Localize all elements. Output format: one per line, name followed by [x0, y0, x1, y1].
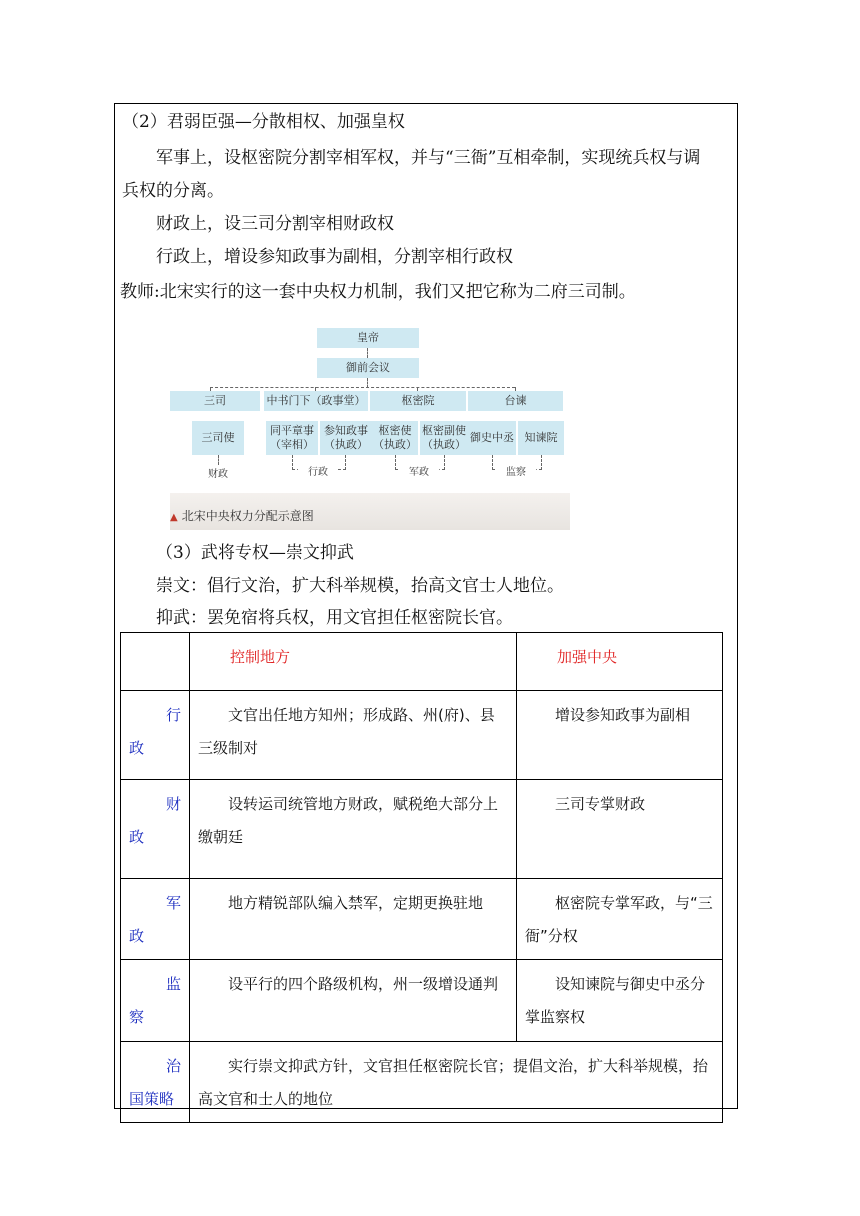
section2-heading: （2）君弱臣强—分散相权、加强皇权: [122, 112, 405, 132]
diagram-label-admin: 行政: [298, 463, 338, 478]
table-row: [121, 780, 723, 879]
section3-heading: （3）武将专权—崇文抑武: [156, 543, 354, 563]
diagram-label-finance: 财政: [208, 469, 228, 480]
table-row: [121, 960, 723, 1042]
row-label-finance: 财 政: [121, 780, 190, 879]
military-paragraph-line1: 军事上，设枢密院分割宰相军权，并与“三衙”互相牵制，实现统兵权与调: [156, 148, 701, 168]
diagram-emperor-box: 皇帝: [317, 328, 419, 348]
header-local-control: 控制地方: [190, 633, 517, 691]
row-local-cell: 设平行的四个路级机构，州一级增设通判: [190, 960, 517, 1042]
teacher-paragraph: 教师:北宋实行的这一套中央权力机制，我们又把它称为二府三司制。: [120, 282, 636, 302]
table-corner-cell: [121, 633, 190, 691]
row-label-supervision: 监 察: [121, 960, 190, 1042]
diagram-sub-vice-chancellor: 参知政事 （执政）: [320, 421, 372, 455]
row-label-admin: 行 政: [121, 691, 190, 780]
diagram-branch-shumi: 枢密院: [370, 391, 466, 411]
row-local-cell: 文官出任地方知州；形成路、州(府)、县三级制对: [190, 691, 517, 780]
chongwen-paragraph: 崇文：倡行文治，扩大科举规模，抬高文官士人地位。: [156, 576, 564, 596]
diagram-connector: [210, 387, 515, 388]
row-central-cell: 三司专掌财政: [517, 780, 723, 879]
diagram-label-military: 军政: [399, 463, 439, 478]
row-central-cell: 枢密院专掌军政，与“三衙”分权: [517, 879, 723, 960]
diagram-label-supervision: 监察: [496, 463, 536, 478]
triangle-icon: ▲: [170, 512, 178, 523]
row-local-cell: 地方精锐部队编入禁军，定期更换驻地: [190, 879, 517, 960]
table-header-row: [121, 633, 723, 691]
row-strategy-cell: 实行崇文抑武方针，文官担任枢密院长官；提倡文治，扩大科举规模，抬高文官和士人的地位: [190, 1042, 723, 1123]
header-central-strengthen: 加强中央: [517, 633, 723, 691]
diagram-branch-taijian: 台谏: [468, 391, 563, 411]
admin-paragraph: 行政上，增设参知政事为副相，分割宰相行政权: [156, 247, 513, 267]
table-row: [121, 879, 723, 960]
diagram-sub-yushi: 御史中丞: [468, 421, 516, 455]
row-central-cell: 设知谏院与御史中丞分掌监察权: [517, 960, 723, 1042]
row-central-cell: 增设参知政事为副相: [517, 691, 723, 780]
row-label-military: 军 政: [121, 879, 190, 960]
diagram-sub-chancellor: 同平章事 （宰相）: [266, 421, 318, 455]
table-row: [121, 1042, 723, 1123]
diagram-caption-text: 北宋中央权力分配示意图: [181, 509, 314, 523]
diagram-sub-zhijian: 知谏院: [518, 421, 564, 455]
diagram-sub-shumifushi: 枢密副使 （执政）: [420, 421, 468, 455]
diagram-sub-shumishi: 枢密使 （执政）: [372, 421, 418, 455]
diagram-council-box: 御前会议: [317, 358, 419, 378]
military-paragraph-line2: 兵权的分离。: [122, 181, 224, 201]
diagram-connector: [367, 348, 368, 358]
row-label-strategy: 治 国策略: [121, 1042, 190, 1123]
diagram-caption: [170, 507, 314, 524]
finance-paragraph: 财政上，设三司分割宰相财政权: [156, 214, 394, 234]
comparison-table: [120, 632, 723, 1123]
diagram-branch-zhongshu: 中书门下（政事堂）: [264, 391, 368, 411]
diagram-sub-sansishi: 三司使: [192, 421, 244, 455]
table-row: [121, 691, 723, 780]
row-local-cell: 设转运司统管地方财政，赋税绝大部分上缴朝廷: [190, 780, 517, 879]
yiwu-paragraph: 抑武：罢免宿将兵权，用文官担任枢密院长官。: [156, 608, 513, 628]
diagram-branch-sansi: 三司: [170, 391, 260, 411]
diagram-connector: [218, 455, 219, 465]
power-diagram: [170, 325, 570, 530]
